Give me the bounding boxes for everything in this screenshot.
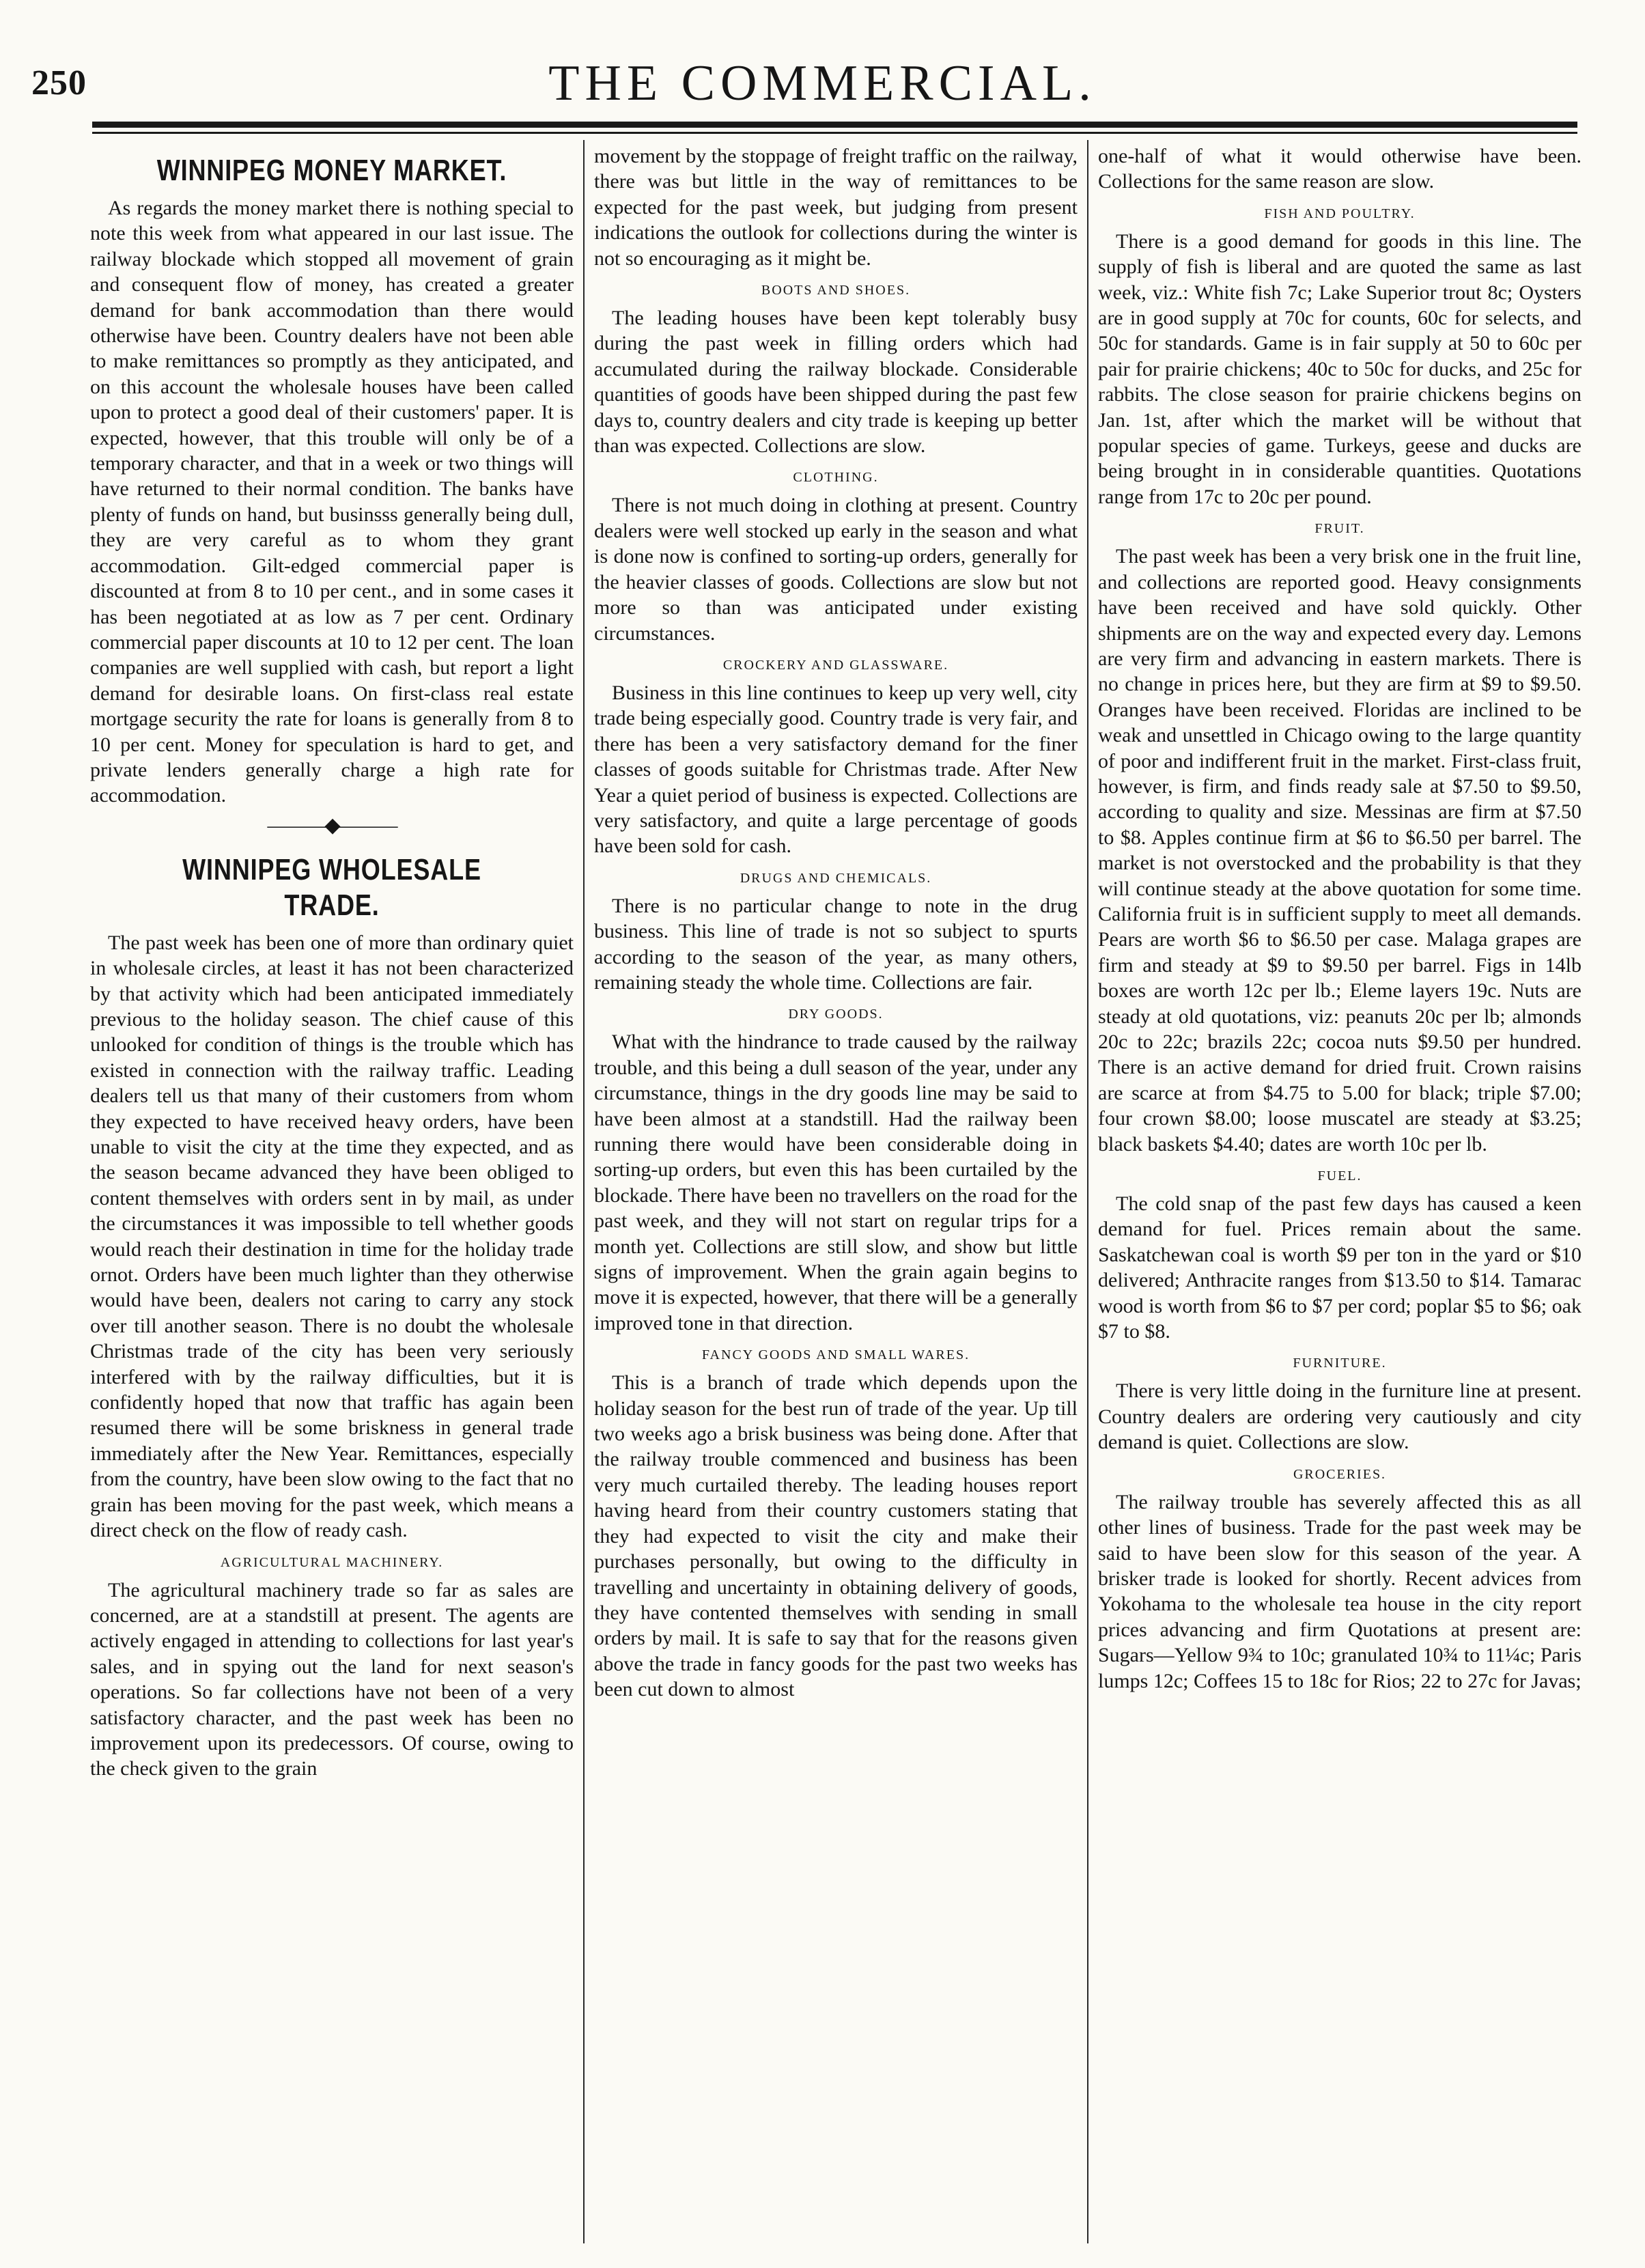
column-2 (594, 143, 1078, 2233)
subhead-dry-goods: DRY GOODS. (788, 1007, 884, 1022)
article-crockery-body: Business in this line continues to keep up very well, city trade being especially good. Country trade is very fair, and there has been a very satisfactory demand for the finer classes of goods suitable for Christmas trade. After New Year a quiet period of business is expected. Collections are very satisfactory, and quite a large percentage of goods have been sold for cash. (594, 681, 1078, 858)
subhead-groceries: GROCERIES. (1293, 1466, 1387, 1482)
header-rule-thick (92, 122, 1577, 128)
column-divider-1 (583, 140, 585, 2243)
article-fuel-body: The cold snap of the past few days has caused a keen demand for fuel. Prices remain about the same. Saskatchewan coal is worth $9 per ton in the yard or $10 delivered; Anthracite ranges from $13.50 to $14. Tamarac wood is worth from $6 to $7 per cord; poplar $5 to $6; oak $7 to $8. (1098, 1192, 1581, 1343)
subhead-drugs-and-chemicals: DRUGS AND CHEMICALS. (740, 870, 932, 886)
article-fruit-body: The past week has been a very brisk one in the fruit line, and collections are reported good. Heavy consignments have been received and have sold quickly. Other shipments are on the way and expected every day. Lemons are very firm and advancing in eastern markets. There is no change in prices here, but they are firm at $9 to $9.50. Oranges have been received. Floridas are inclined to be weak and unsettled in Chicago owing to the large quantity of poor and indifferent fruit in the market. First-class fruit, however, is firm, and finds ready sale at $7.50 to $9.50, according to quality and size. Messinas are firm at $7.50 to $8. Apples continue firm at $6 to $6.50 per barrel. The market is not overstocked and the probability is that they will continue steady at the above quotation for some time. California fruit is in sufficient supply to meet all demands. Pears are worth $6 to $6.50 per case. Malaga grapes are firm and steady at $9 to $9.50 per barrel. Figs in 14lb boxes are worth 12c per lb.; Eleme layers 19c. Nuts are steady at old quotations, viz: peanuts 20c per lb; almonds 20c to 22c; brazils 22c; cocoa nuts $9.50 per hundred. There is an active demand for dried fruit. Crown raisins are scarce at from $4.75 to 5.00 for black; triple $7.00; four crown $8.00; loose muscatel are steady at $3.25; black baskets $4.40; dates are worth 10c per lb. (1098, 545, 1581, 1156)
article-wholesale-trade-body: The past week has been one of more than ordinary quiet in wholesale circles, at least it has not been characterized by that activity which had been anticipated immediately previous to the holiday season. The chief cause of this unlooked for condition of things is the trouble which has existed in connection with the railway traffic. Leading dealers tell us that many of their customers from whom they expected to have received heavy orders, have been unable to visit the city at the time they expected, and as the season became advanced they have been obliged to content themselves with orders sent in by mail, as under the circumstances it was impossible to tell whether goods would reach their destination in time for the holiday trade ornot. Orders have been much lighter than they otherwise would have been, dealers not caring to carry any stock over till another season. There is no doubt the wholesale Christmas trade of the city has been very seriously interfered with by the railway difficulties, but it is confidently hoped that now that traffic has again been resumed there will be some briskness in general trade immediately after the New Year. Remittances, especially from the country, have been slow owing to the fact that no grain has been moving for the past week, which means a direct check on the flow of ready cash. (90, 931, 574, 1542)
subhead-agricultural-machinery: AGRICULTURAL MACHINERY. (220, 1554, 444, 1570)
headline-money-market: WINNIPEG MONEY MARKET. (156, 154, 507, 187)
article-clothing-body: There is not much doing in clothing at present. Country dealers were well stocked up early in the season and what is done now is confined to sorting-up orders, generally for the heavier classes of goods. Collections are slow but not more so than was anticipated under existing circumstances. (594, 494, 1078, 645)
article-fish-and-poultry-body: There is a good demand for goods in this line. The supply of fish is liberal and are quoted the same as last week, viz.: White fish 7c; Lake Superior trout 8c; Oysters are in good supply at 70c for counts, 60c for selects, and 50c for standards. Game is in fair supply at 50 to 60c per pair for prairie chickens; 40c to 50c for ducks, and 25c for rabbits. The close season for prairie chickens begins on Jan. 1st, after which the market will be without that popular species of game. Turkeys, geese and ducks are being brought in in considerable quantities. Quotations range from 17c to 20c per pound. (1098, 229, 1581, 508)
article-dry-goods-body: What with the hindrance to trade caused by the railway trouble, and this being a dull season of the year, under any circumstance, things in the dry goods line may be said to have been almost at a standstill. Had the railway been running there would have been considerable doing in sorting-up orders, but even this has been curtailed by the blockade. There have been no travellers on the road for the past week, and they will not start on regular trips for a month yet. Collections are still slow, and show but little signs of improvement. When the grain again begins to move it is expected, however, that there will be a generally improved tone in that direction. (594, 1031, 1078, 1334)
header-rule-thin (92, 132, 1577, 134)
subhead-clothing: CLOTHING. (793, 470, 879, 486)
page-number: 250 (31, 64, 87, 102)
headline-wholesale-trade: WINNIPEG WHOLESALE TRADE. (182, 852, 481, 922)
subhead-fruit: FRUIT. (1314, 521, 1365, 537)
ornamental-divider: ———◆——— (267, 813, 397, 837)
article-money-market-body: As regards the money market there is nothing special to note this week from what appeared in our last issue. The railway blockade which stopped all movement of grain and consequent flow of money, has created a greater demand for bank accommodation than there would otherwise have been. Country dealers have not been able to make remittances so promptly as they anticipated, and on this account the wholesale houses have been called upon to protect a good deal of their customers' paper. It is expected, however, that this trouble will only be of a temporary character, and that in a week or two things will have returned to their normal condition. The banks have plenty of funds on hand, but businsss generally being dull, they are very careful as to whom they grant accommodation. Gilt-edged commercial paper is discounted at from 8 to 10 per cent., and in some cases it has been negotiated at as low as 7 per cent. Ordinary commercial paper discounts at 10 to 12 per cent. The loan companies are well supplied with cash, but report a light demand for desirable loans. On first-class real estate mortgage security the rate for loans is generally from 8 to 10 per cent. Money for speculation is hard to get, and private lenders generally charge a high rate for accommodation. (90, 197, 574, 807)
subhead-fancy-goods: FANCY GOODS AND SMALL WARES. (701, 1347, 970, 1363)
article-agricultural-machinery-body: The agricultural machinery trade so far as sales are concerned, are at a standstill at present. The agents are actively engaged in attending to collections for last year's sales, and in spying out the land for next season's operations. So far collections have not been of a very satisfactory character, and the past week has been no improvement upon its predecessors. Of course, owing to the check given to the grain (90, 1578, 574, 1780)
masthead-title: THE COMMERCIAL. (548, 55, 1097, 111)
subhead-furniture: FURNITURE. (1293, 1356, 1387, 1371)
article-fancy-goods-continued: one-half of what it would otherwise have been. Collections for the same reason are slow. (1098, 145, 1581, 193)
subhead-crockery-and-glassware: CROCKERY AND GLASSWARE. (722, 657, 949, 673)
article-drugs-body: There is no particular change to note in the drug business. This line of trade is not so subject to spurts according to the season of the year, as many others, remaining steady the whole time. Collections are fair. (594, 894, 1078, 994)
subhead-fuel: FUEL. (1317, 1168, 1362, 1184)
article-boots-and-shoes-body: The leading houses have been kept tolerably busy during the past week in filling orders which had accumulated during the railway blockade. Considerable quantities of goods have been shipped during the past few days to, country dealers and city trade is keeping up better than was expected. Collections are slow. (594, 307, 1078, 458)
column-1 (90, 143, 574, 2233)
subhead-fish-and-poultry: FISH AND POULTRY. (1264, 206, 1416, 221)
article-fancy-goods-body: This is a branch of trade which depends upon the holiday season for the best run of trade of the year. Up till two weeks ago a brisk business was being done. After that the railway trouble commenced and business has been very much curtailed thereby. The leading houses report having heard from their country customers stating that they had expected to visit the city and make their purchases personally, but owing to the difficulty in travelling and uncertainty in obtaining delivery of goods, they have contented themselves with sending in small orders by mail. It is safe to say that for the reasons given above the trade in fancy goods for the past two weeks has been cut down to almost (594, 1371, 1078, 1701)
column-divider-2 (1087, 140, 1088, 2243)
article-furniture-body: There is very little doing in the furniture line at present. Country dealers are ordering very cautiously and city demand is quiet. Collections are slow. (1098, 1380, 1581, 1454)
subhead-boots-and-shoes: BOOTS AND SHOES. (761, 283, 911, 298)
article-groceries-body: The railway trouble has severely affected this as all other lines of business. Trade for the past week may be said to have been slow for this season of the year. A brisker trade is looked for shortly. Recent advices from Yokohama to the wholesale tea house in the city report prices advancing and firm Quotations at present are: Sugars—Yellow 9¾ to 10c; granulated 10¾ to 11¼c; Paris lumps 12c; Coffees 15 to 18c for Rios; 22 to 27c for Javas; (1098, 1490, 1581, 1692)
column-3 (1098, 143, 1581, 2233)
article-agricultural-machinery-continued: movement by the stoppage of freight traffic on the railway, there was but little in the way of remittances to be expected for the past week, but judging from present indications the outlook for collections during the winter is not so encouraging as it might be. (594, 145, 1078, 270)
